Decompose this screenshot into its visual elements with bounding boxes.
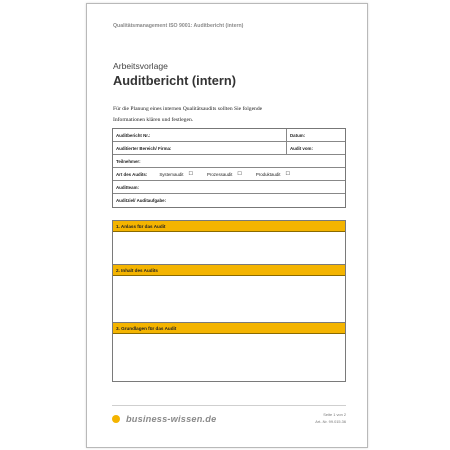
- section-grundlagen: [112, 322, 346, 382]
- document-title: Auditbericht (intern): [113, 73, 236, 88]
- option-systemaudit-label: Systemaudit: [159, 171, 184, 177]
- business-wissen-logo: [112, 414, 216, 424]
- section-grundlagen-header: 3. Grundlagen für das Audit: [113, 323, 345, 334]
- bereich-field[interactable]: Auditierter Bereich/ Firma:: [116, 145, 172, 151]
- option-produktaudit[interactable]: [256, 171, 290, 177]
- art-des-audits-label: Art des Audits:: [116, 171, 148, 177]
- intro-line-2: Informationen klären und festlegen.: [113, 116, 194, 123]
- art-des-audits-field: [113, 168, 345, 180]
- intro-text: [113, 104, 343, 125]
- logo-dot-icon: [112, 415, 120, 423]
- logo-text: business-wissen.de: [126, 414, 217, 424]
- document-header-line: Qualitätsmanagement ISO 9001: Auditbericht (intern): [113, 23, 244, 29]
- form-row-art: [113, 168, 345, 181]
- form-row-teilnehmer: [113, 155, 345, 168]
- section-anlass: [112, 220, 346, 266]
- auditteam-field[interactable]: Auditteam:: [116, 184, 139, 190]
- datum-field[interactable]: Datum:: [286, 129, 345, 141]
- option-systemaudit[interactable]: [159, 171, 193, 177]
- section-anlass-content[interactable]: [113, 232, 345, 265]
- auditziel-field[interactable]: Auditziel/ Auditaufgabe:: [116, 198, 167, 203]
- section-anlass-header: 1. Anlass für das Audit: [113, 221, 345, 232]
- checkbox-produktaudit[interactable]: ☐: [285, 171, 290, 177]
- option-prozessaudit[interactable]: [207, 171, 242, 177]
- section-grundlagen-content[interactable]: [113, 334, 345, 381]
- form-row-auditziel: [113, 194, 345, 207]
- auditbericht-nr-field[interactable]: Auditbericht Nr.:: [116, 132, 151, 138]
- form-row-auditteam: [113, 181, 345, 194]
- page-info: [300, 412, 346, 425]
- article-number: Art.-Nr. 99.015.36: [315, 418, 346, 424]
- audit-vom-field[interactable]: Audit vom:: [286, 142, 345, 154]
- teilnehmer-field[interactable]: Teilnehmer:: [116, 158, 141, 164]
- checkbox-prozessaudit[interactable]: ☐: [237, 171, 242, 177]
- document-subtitle: Arbeitsvorlage: [113, 61, 168, 71]
- checkbox-systemaudit[interactable]: ☐: [188, 171, 193, 177]
- section-inhalt-header: 2. Inhalt des Audits: [113, 265, 345, 276]
- section-inhalt-content[interactable]: [113, 276, 345, 323]
- page-number: Seite 1 von 2: [323, 412, 346, 417]
- option-produktaudit-label: Produktaudit: [255, 171, 281, 177]
- form-row-bereich: [113, 142, 345, 155]
- audit-info-form: [112, 128, 346, 208]
- option-prozessaudit-label: Prozessaudit: [206, 171, 233, 177]
- form-row-nr-datum: [113, 129, 345, 142]
- intro-line-1: Für die Planung eines internen Qualitätsaudits sollten Sie folgende: [113, 106, 263, 112]
- footer-divider: [112, 405, 346, 406]
- section-inhalt: [112, 264, 346, 324]
